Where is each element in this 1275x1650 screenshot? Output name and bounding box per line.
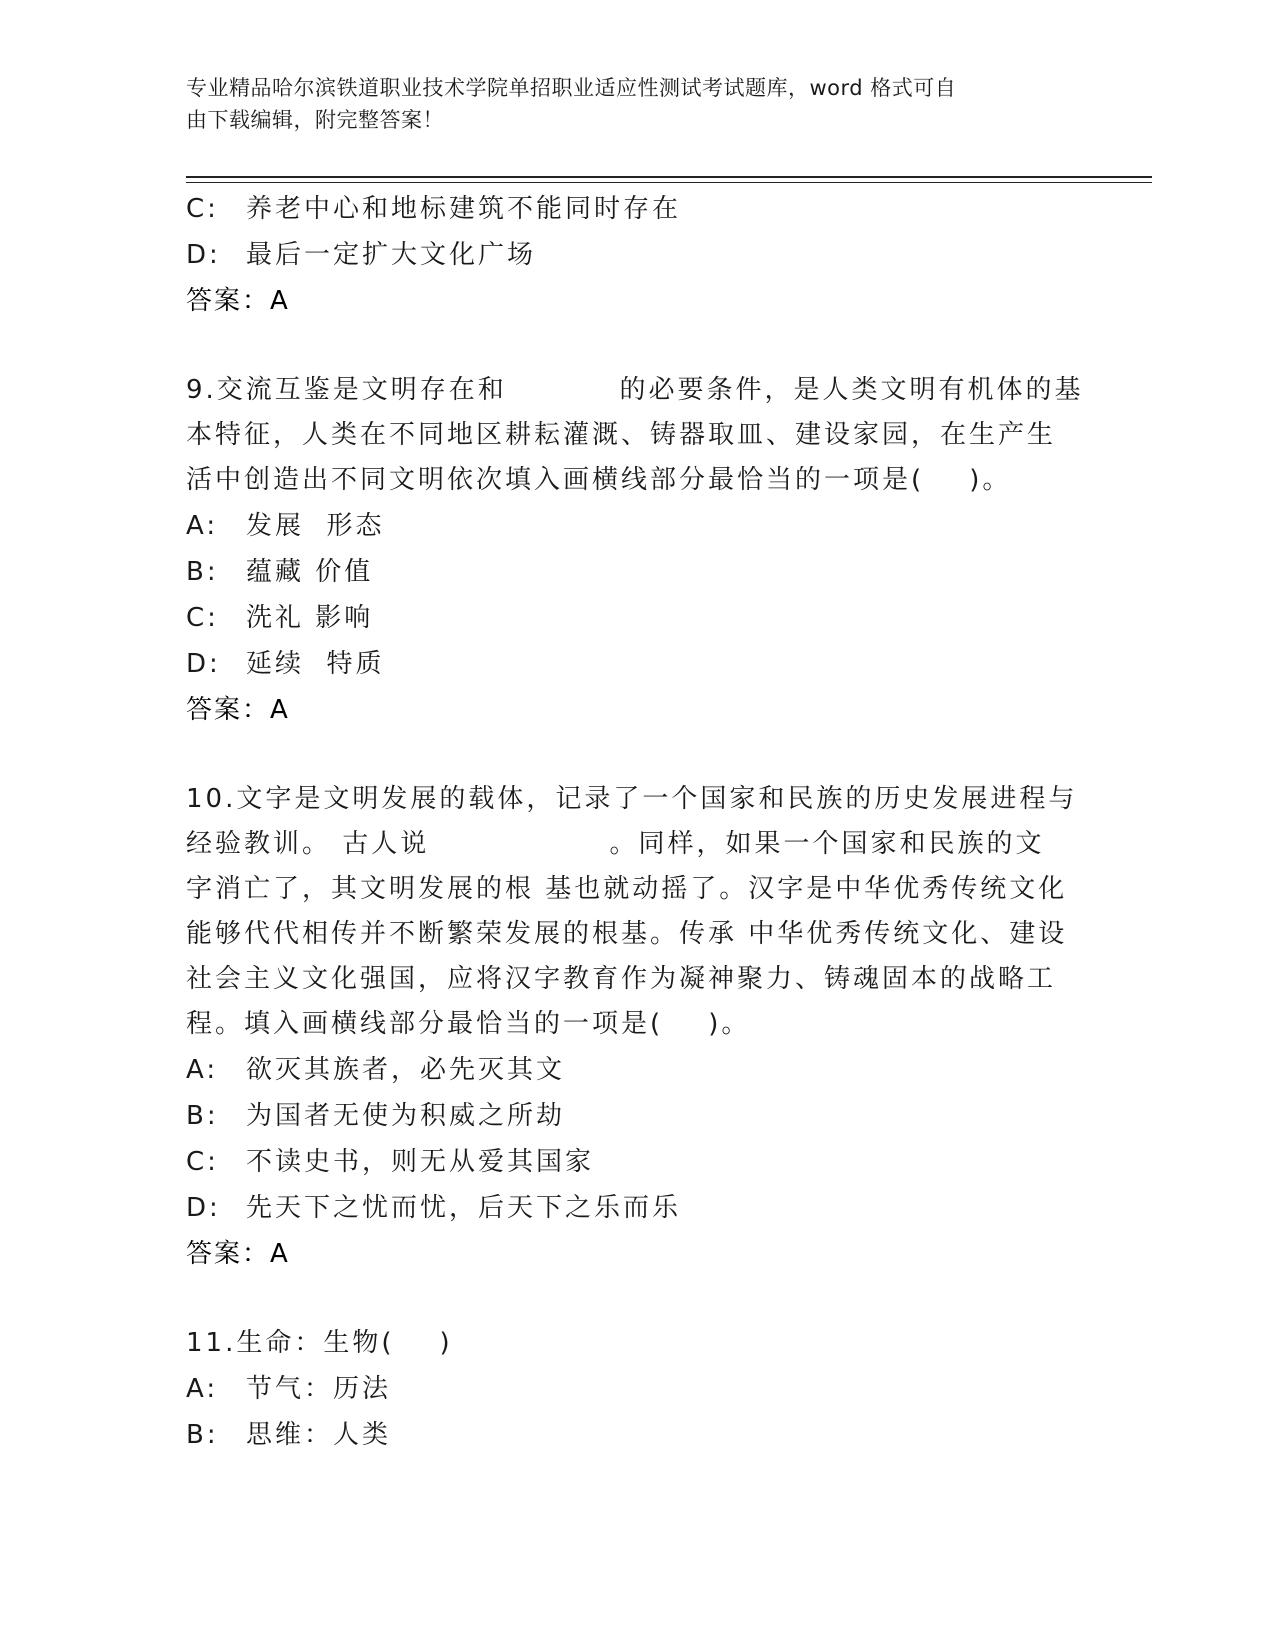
answer-line: 答案：A xyxy=(186,1239,290,1269)
option-b xyxy=(186,1412,1086,1458)
option-text: 欲灭其族者，必先灭其文 xyxy=(246,1055,566,1085)
option-key: B: xyxy=(186,1101,219,1131)
question-text-line: 11.生命：生物( ) xyxy=(186,1328,453,1358)
option-text: 节气：历法 xyxy=(246,1374,392,1404)
option-text: 发展 形态 xyxy=(246,511,385,541)
question-text-line: 活中创造出不同文明依次填入画横线部分最恰当的一项是( )。 xyxy=(186,465,1012,495)
option-d xyxy=(186,232,1086,278)
option-text: 思维：人类 xyxy=(246,1420,392,1450)
document-header xyxy=(186,72,1066,136)
option-text: 延续 特质 xyxy=(246,649,385,679)
option-d xyxy=(186,641,1086,687)
spacer xyxy=(186,733,1086,777)
option-key: D: xyxy=(186,649,221,679)
question-text-line: 9.交流互鉴是文明存在和 的必要条件，是人类文明有机体的基 xyxy=(186,375,1084,405)
option-text: 最后一定扩大文化广场 xyxy=(246,240,537,270)
header-rule-thick xyxy=(186,176,1152,178)
option-c xyxy=(186,186,1086,232)
option-key: A: xyxy=(186,511,219,541)
question-text-line: 字消亡了，其文明发展的根 基也就动摇了。汉字是中华优秀传统文化 xyxy=(186,874,1068,904)
spacer xyxy=(186,1277,1086,1321)
option-key: C: xyxy=(186,194,219,224)
header-rule-thin xyxy=(186,182,1152,183)
question-11 xyxy=(186,1321,1086,1458)
option-text: 为国者无使为积威之所劫 xyxy=(246,1101,566,1131)
option-b xyxy=(186,1093,1086,1139)
option-text: 洗礼 影响 xyxy=(246,603,374,633)
question-9 xyxy=(186,368,1086,733)
option-key: C: xyxy=(186,603,219,633)
option-d xyxy=(186,1185,1086,1231)
option-text: 蕴藏 价值 xyxy=(246,557,374,587)
question-text-line: 程。填入画横线部分最恰当的一项是( )。 xyxy=(186,1009,751,1039)
option-text: 养老中心和地标建筑不能同时存在 xyxy=(246,194,682,224)
header-line-1: 专业精品哈尔滨铁道职业技术学院单招职业适应性测试考试题库，word 格式可自 xyxy=(186,76,957,100)
question-text-line: 本特征，人类在不同地区耕耘灌溉、铸器取皿、建设家园，在生产生 xyxy=(186,420,1057,450)
question-text-line: 社会主义文化强国，应将汉字教育作为凝神聚力、铸魂固本的战略工 xyxy=(186,964,1057,994)
option-a xyxy=(186,1047,1086,1093)
option-key: D: xyxy=(186,240,221,270)
option-key: A: xyxy=(186,1374,219,1404)
option-c xyxy=(186,595,1086,641)
option-key: A: xyxy=(186,1055,219,1085)
option-key: D: xyxy=(186,1193,221,1223)
option-key: B: xyxy=(186,1420,219,1450)
question-text-line: 经验教训。 古人说 。同样，如果一个国家和民族的文 xyxy=(186,829,1045,859)
option-a xyxy=(186,1366,1086,1412)
question-text-line: 10.文字是文明发展的载体，记录了一个国家和民族的历史发展进程与 xyxy=(186,784,1078,814)
option-b xyxy=(186,549,1086,595)
header-line-2: 由下载编辑，附完整答案！ xyxy=(186,108,444,132)
answer-line: 答案：A xyxy=(186,695,290,725)
option-a xyxy=(186,503,1086,549)
option-key: C: xyxy=(186,1147,219,1177)
answer-line: 答案：A xyxy=(186,286,290,316)
question-8-tail xyxy=(186,186,1086,324)
question-text-line: 能够代代相传并不断繁荣发展的根基。传承 中华优秀传统文化、建设 xyxy=(186,919,1068,949)
option-c xyxy=(186,1139,1086,1185)
question-10 xyxy=(186,777,1086,1277)
spacer xyxy=(186,324,1086,368)
option-text: 不读史书，则无从爱其国家 xyxy=(246,1147,595,1177)
question-content xyxy=(186,186,1086,1458)
option-text: 先天下之忧而忧，后天下之乐而乐 xyxy=(246,1193,682,1223)
option-key: B: xyxy=(186,557,219,587)
